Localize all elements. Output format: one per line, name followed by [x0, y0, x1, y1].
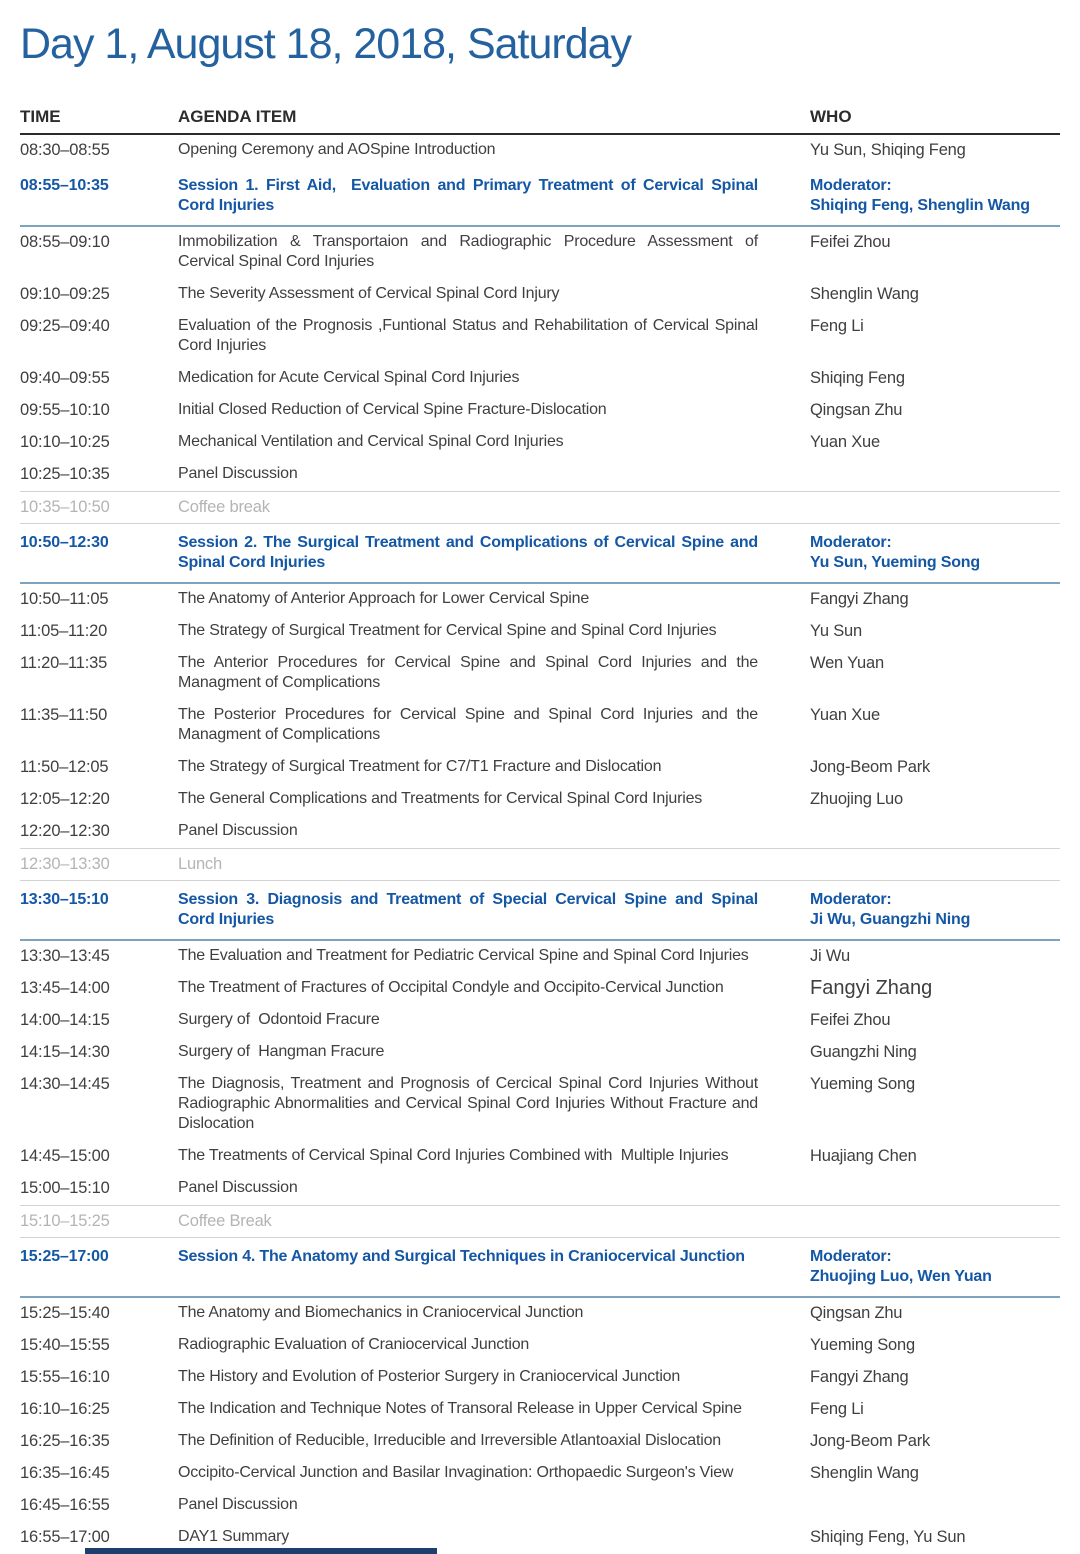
agenda-cell: Lunch [178, 855, 222, 873]
time-cell: 16:45–16:55 [20, 1496, 110, 1514]
who-cell: Feng Li [810, 1400, 864, 1418]
time-cell: 14:30–14:45 [20, 1075, 110, 1093]
agenda-row [20, 1426, 1060, 1458]
agenda-table [20, 107, 1060, 1554]
who-cell: Guangzhi Ning [810, 1043, 917, 1061]
time-cell: 14:45–15:00 [20, 1147, 110, 1165]
time-cell: 11:35–11:50 [20, 706, 108, 724]
agenda-cell: Session 4. The Anatomy and Surgical Techniques in Craniocervical Junction [178, 1248, 745, 1265]
time-cell: 15:40–15:55 [20, 1336, 110, 1354]
agenda-cell [178, 1303, 810, 1323]
agenda-text: The Indication and Technique Notes of Transoral Release in Upper Cervical Spine [178, 1400, 742, 1417]
agenda-text: The Definition of Reducible, Irreducible and Irreversible Atlantoaxial Dislocation [178, 1432, 722, 1449]
agenda-text: Opening Ceremony and AOSpine Introduction [178, 141, 496, 158]
page-title: Day 1, August 18, 2018, Saturday [20, 20, 632, 68]
agenda-text: Panel Discussion [178, 465, 298, 482]
agenda-row [20, 941, 1060, 973]
who-cell: Jong-Beom Park [810, 758, 931, 776]
time-cell: 16:55–17:00 [20, 1528, 110, 1546]
agenda-row [20, 395, 1060, 427]
who-cell: Shenglin Wang [810, 285, 919, 303]
session-row [20, 167, 1060, 227]
time-cell: 08:55–09:10 [20, 233, 110, 251]
agenda-text: DAY1 Summary [178, 1528, 290, 1545]
agenda-cell [178, 284, 810, 304]
who-cell: Huajiang Chen [810, 1147, 917, 1165]
moderator-label: Moderator: [810, 177, 892, 194]
time-cell: 10:50–12:30 [20, 534, 109, 551]
agenda-cell [178, 1527, 810, 1547]
agenda-text: The Treatments of Cervical Spinal Cord Injuries Combined with Multiple Injuries [178, 1147, 729, 1164]
agenda-row [20, 1037, 1060, 1069]
agenda-cell: Session 2. The Surgical Treatment and Complications of Cervical Spine and Spinal Cord Injuries [178, 534, 763, 571]
time-cell: 16:10–16:25 [20, 1400, 110, 1418]
who-cell: Zhuojing Luo [810, 790, 904, 808]
agenda-text: Panel Discussion [178, 822, 298, 839]
time-cell: 15:25–17:00 [20, 1248, 109, 1265]
agenda-cell [178, 1495, 810, 1515]
agenda-text: The Anatomy of Anterior Approach for Lower Cervical Spine [178, 590, 590, 607]
time-cell: 08:55–10:35 [20, 177, 109, 194]
who-cell: Fangyi Zhang [810, 590, 909, 608]
agenda-row [20, 648, 1060, 700]
agenda-text: Occipito-Cervical Junction and Basilar Invagination: Orthopaedic Surgeon's View [178, 1464, 734, 1481]
who-cell: Feng Li [810, 317, 864, 335]
who-cell: Shiqing Feng, Yu Sun [810, 1528, 966, 1546]
time-cell: 14:00–14:15 [20, 1011, 110, 1029]
agenda-cell [178, 140, 810, 160]
agenda-text: The Evaluation and Treatment for Pediatric Cervical Spine and Spinal Cord Injuries [178, 947, 749, 964]
agenda-cell [178, 1178, 810, 1198]
time-cell: 15:55–16:10 [20, 1368, 110, 1386]
break-row [20, 1205, 1060, 1238]
time-cell: 13:30–15:10 [20, 891, 109, 908]
agenda-row [20, 1362, 1060, 1394]
who-cell: Yueming Song [810, 1075, 915, 1093]
agenda-row [20, 227, 1060, 279]
who-cell: Wen Yuan [810, 654, 884, 672]
time-cell: 11:20–11:35 [20, 654, 108, 672]
column-header-agenda: AGENDA ITEM [178, 107, 297, 126]
agenda-cell [178, 1431, 810, 1451]
agenda-text: Surgery of Hangman Fracure [178, 1043, 385, 1060]
agenda-cell: The Anterior Procedures for Cervical Spine and Spinal Cord Injuries and the Managment of Complications [178, 654, 763, 691]
who-cell: Shiqing Feng [810, 369, 905, 387]
who-cell: Fangyi Zhang [810, 977, 933, 999]
agenda-cell [178, 1463, 810, 1483]
time-cell: 12:20–12:30 [20, 822, 110, 840]
agenda-cell [178, 757, 810, 777]
agenda-cell [178, 789, 810, 809]
agenda-cell: The Diagnosis, Treatment and Prognosis of Cercical Spinal Cord Injuries Without Radiographic Abnormalities and Cervical Spinal Cord Injuries Without Fracture and Dislocation [178, 1075, 763, 1132]
agenda-row [20, 279, 1060, 311]
agenda-row [20, 1069, 1060, 1141]
time-cell: 11:05–11:20 [20, 622, 108, 640]
break-row [20, 491, 1060, 524]
who-cell: Qingsan Zhu [810, 1304, 903, 1322]
table-header-row [20, 107, 1060, 135]
agenda-cell [178, 1146, 810, 1166]
time-cell: 10:10–10:25 [20, 433, 110, 451]
agenda-cell [178, 432, 810, 452]
agenda-row [20, 427, 1060, 459]
who-cell: Fangyi Zhang [810, 1368, 909, 1386]
time-cell: 08:30–08:55 [20, 141, 110, 159]
time-cell: 16:35–16:45 [20, 1464, 110, 1482]
column-header-who: WHO [810, 107, 852, 126]
agenda-text: The Strategy of Surgical Treatment for C7/T1 Fracture and Dislocation [178, 758, 662, 775]
who-cell [810, 890, 1060, 930]
agenda-cell [178, 1010, 810, 1030]
who-cell: Yu Sun [810, 622, 863, 640]
agenda-text: The Treatment of Fractures of Occipital Condyle and Occipito-Cervical Junction [178, 979, 724, 996]
moderator-names: Ji Wu, Guangzhi Ning [810, 911, 971, 928]
agenda-cell: Coffee Break [178, 1212, 272, 1230]
break-row [20, 848, 1060, 881]
who-cell [810, 533, 1060, 573]
agenda-row [20, 1330, 1060, 1362]
agenda-row [20, 1298, 1060, 1330]
who-cell: Yu Sun, Shiqing Feng [810, 141, 966, 159]
time-cell: 15:10–15:25 [20, 1212, 110, 1230]
agenda-cell [178, 400, 810, 420]
agenda-row [20, 700, 1060, 752]
time-cell: 15:00–15:10 [20, 1179, 110, 1197]
who-cell: Feifei Zhou [810, 1011, 891, 1029]
agenda-page [0, 20, 1080, 1554]
agenda-text: Medication for Acute Cervical Spinal Cord Injuries [178, 369, 520, 386]
agenda-text: Initial Closed Reduction of Cervical Spine Fracture-Dislocation [178, 401, 607, 418]
time-cell: 12:05–12:20 [20, 790, 110, 808]
who-cell: Ji Wu [810, 947, 850, 965]
agenda-row [20, 459, 1060, 491]
time-cell: 11:50–12:05 [20, 758, 109, 776]
who-cell: Yuan Xue [810, 706, 880, 724]
agenda-row [20, 752, 1060, 784]
agenda-text: Panel Discussion [178, 1179, 298, 1196]
agenda-row [20, 584, 1060, 616]
who-cell: Shenglin Wang [810, 1464, 919, 1482]
column-header-time: TIME [20, 107, 61, 126]
agenda-row [20, 311, 1060, 363]
time-cell: 16:25–16:35 [20, 1432, 110, 1450]
time-cell: 10:35–10:50 [20, 498, 110, 516]
agenda-text: The Anatomy and Biomechanics in Craniocervical Junction [178, 1304, 584, 1321]
agenda-row [20, 973, 1060, 1005]
agenda-text: The Strategy of Surgical Treatment for Cervical Spine and Spinal Cord Injuries [178, 622, 717, 639]
agenda-row [20, 1490, 1060, 1522]
time-cell: 09:10–09:25 [20, 285, 110, 303]
time-cell: 10:50–11:05 [20, 590, 109, 608]
agenda-cell [178, 821, 810, 841]
agenda-cell: Coffee break [178, 498, 270, 516]
agenda-row [20, 1458, 1060, 1490]
agenda-cell [178, 368, 810, 388]
time-cell: 15:25–15:40 [20, 1304, 110, 1322]
agenda-cell: Immobilization & Transportaion and Radiographic Procedure Assessment of Cervical Spinal Cord Injuries [178, 233, 763, 270]
moderator-names: Shiqing Feng, Shenglin Wang [810, 197, 1030, 214]
session-row [20, 881, 1060, 941]
who-cell: Feifei Zhou [810, 233, 891, 251]
time-cell: 10:25–10:35 [20, 465, 110, 483]
agenda-cell [178, 978, 810, 998]
agenda-row [20, 1141, 1060, 1173]
moderator-label: Moderator: [810, 891, 892, 908]
agenda-text: The General Complications and Treatments for Cervical Spinal Cord Injuries [178, 790, 703, 807]
agenda-text: The Severity Assessment of Cervical Spinal Cord Injury [178, 285, 560, 302]
time-cell: 12:30–13:30 [20, 855, 110, 873]
agenda-row [20, 363, 1060, 395]
agenda-text: Surgery of Odontoid Fracure [178, 1011, 380, 1028]
agenda-cell [178, 1335, 810, 1355]
agenda-row [20, 816, 1060, 848]
agenda-row [20, 135, 1060, 167]
moderator-names: Zhuojing Luo, Wen Yuan [810, 1268, 992, 1285]
who-cell [810, 176, 1060, 216]
agenda-cell [178, 589, 810, 609]
agenda-row [20, 784, 1060, 816]
moderator-label: Moderator: [810, 1248, 892, 1265]
agenda-cell: The Posterior Procedures for Cervical Spine and Spinal Cord Injuries and the Managment of Complications [178, 706, 763, 743]
time-cell: 13:45–14:00 [20, 979, 110, 997]
moderator-label: Moderator: [810, 534, 892, 551]
agenda-cell [178, 621, 810, 641]
agenda-text: Panel Discussion [178, 1496, 298, 1513]
time-cell: 13:30–13:45 [20, 947, 110, 965]
who-cell: Qingsan Zhu [810, 401, 903, 419]
who-cell: Yueming Song [810, 1336, 915, 1354]
agenda-text: Radiographic Evaluation of Craniocervical Junction [178, 1336, 530, 1353]
agenda-row [20, 1394, 1060, 1426]
moderator-names: Yu Sun, Yueming Song [810, 554, 980, 571]
time-cell: 09:25–09:40 [20, 317, 110, 335]
agenda-row [20, 1005, 1060, 1037]
time-cell: 09:55–10:10 [20, 401, 110, 419]
session-row [20, 1238, 1060, 1298]
agenda-cell: Evaluation of the Prognosis ,Funtional Status and Rehabilitation of Cervical Spinal Cord Injuries [178, 317, 763, 354]
agenda-cell: Session 3. Diagnosis and Treatment of Special Cervical Spine and Spinal Cord Injuries [178, 891, 763, 928]
agenda-cell [178, 946, 810, 966]
agenda-cell [178, 1042, 810, 1062]
time-cell: 14:15–14:30 [20, 1043, 110, 1061]
agenda-row [20, 1173, 1060, 1205]
agenda-cell [178, 464, 810, 484]
agenda-text: Mechanical Ventilation and Cervical Spinal Cord Injuries [178, 433, 564, 450]
agenda-cell [178, 1399, 810, 1419]
time-cell: 09:40–09:55 [20, 369, 110, 387]
bottom-partial-bar [85, 1548, 437, 1554]
who-cell: Yuan Xue [810, 433, 880, 451]
who-cell [810, 1247, 1060, 1287]
who-cell: Jong-Beom Park [810, 1432, 931, 1450]
agenda-cell [178, 1367, 810, 1387]
agenda-text: The History and Evolution of Posterior Surgery in Craniocervical Junction [178, 1368, 681, 1385]
agenda-row [20, 616, 1060, 648]
agenda-cell: Session 1. First Aid, Evaluation and Primary Treatment of Cervical Spinal Cord Injuries [178, 177, 763, 214]
session-row [20, 524, 1060, 584]
